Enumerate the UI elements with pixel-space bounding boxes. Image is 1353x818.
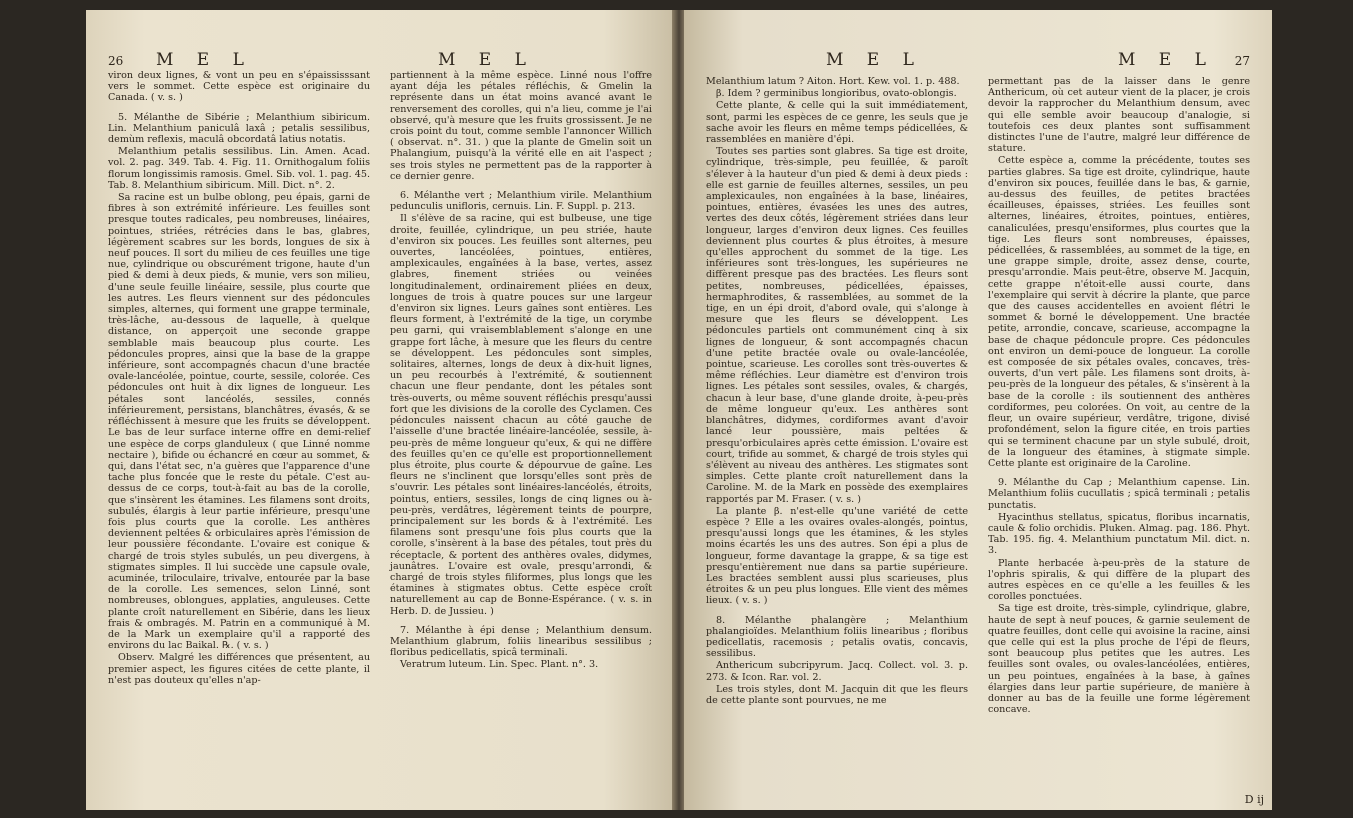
paragraph: Cette plante, & celle qui la suit immédiatement, sont, parmi les espèces de ce genre, les seuls que je sache avoir les fleurs en même temps pédicellées, & rassemblées en manière d'épi.	[706, 100, 968, 146]
left-page-column-2	[390, 70, 652, 672]
paragraph: 6. Mélanthe vert ; Melanthium virile. Melanthium pedunculis unifloris, cernuis. Lin. F. Suppl. p. 213.	[390, 190, 652, 213]
paragraph: Melanthium latum ? Aiton. Hort. Kew. vol. 1. p. 488.	[706, 76, 960, 87]
paragraph: Sa racine est un bulbe oblong, peu épais, garni de fibres à son extrémité inférieure. Les feuilles sont presque toutes radicales, peu nombreuses, linéaires, pointues, striées, rétrécies dans le bas, glabres, légèrement scabres sur les bords, longues de six à neuf pouces. Il sort du milieu de ces feuilles une tige nue, cylindrique ou obscurément trigone, haute d'un pied & demi à deux pieds, & munie, vers son milieu, d'une seule feuille linéaire, sessile, plus courte que les autres. Les fleurs viennent sur des pédoncules simples, alternes, qui forment une grappe terminale, très-lâche, au-dessous de laquelle, à quelque distance, on apperçoit une seconde grappe semblable mais beaucoup plus courte. Les pédoncules propres, ainsi que la base de la grappe inférieure, sont accompagnés chacun d'une bractée ovale-lancéolée, pointue, courte, sessile, colorée. Ces pédoncules ont huit à dix lignes de longueur. Les pétales sont lancéolés, sessiles, connés inférieurement, persistans, blanchâtres, évasés, & se réfléchissent à mesure que les fruits se développent. Le bas de leur surface interne offre en demi-relief une espèce de corps glanduleux ( que Linné nomme nectaire ), bifide ou échancré en cœur au sommet, & qui, dans l'état sec, n'a guères que l'apparence d'une tache plus foncée que le reste du pétale. C'est au-dessus de ce corps, tout-à-fait au bas de la corolle, que s'insèrent les étamines. Les filamens sont droits, subulés, élargis à leur partie inférieure, presqu'une fois plus courts que la corolle. Les anthères deviennent peltées & orbiculaires après l'émission de leur poussière fécondante. L'ovaire est conique & chargé de trois styles subulés, un peu divergens, à stigmates simples. Il lui succède une capsule ovale, acuminée, triloculaire, trivalve, entourée par la base de la corolle. Les semences, selon Linné, sont nombreuses, oblongues, applaties, anguleuses. Cette plante croît naturellement en Sibérie, dans les lieux frais & ombragés. M. Patrin en a communiqué à M. de la Mark un exemplaire qu'il a rapporté des environs du lac Baikal. ℞. ( v. s. )	[108, 192, 370, 652]
right-page-column-2	[988, 76, 1250, 716]
page-number: 26	[108, 54, 124, 68]
header-word: M E L	[438, 50, 535, 70]
paragraph: Veratrum luteum. Lin. Spec. Plant. n°. 3.	[400, 659, 599, 671]
paragraph: Les trois styles, dont M. Jacquin dit que les fleurs de cette plante sont pourvues, ne me	[706, 683, 968, 706]
paragraph: 8. Mélanthe phalangère ; Melanthium phalangioïdes. Melanthium foliis linearibus ; floribus pedicellatis, racemosis ; petalis ovatis, concavis, sessilibus.	[706, 614, 968, 660]
paragraph: Toutes ses parties sont glabres. Sa tige est droite, cylindrique, très-simple, peu feuillée, & paroît s'élever à la hauteur d'un pied & demi à deux pieds : elle est garnie de feuilles alternes, sessiles, un peu amplexicaules, non engaînées à la base, linéaires, pointues, entières, évasées les unes des autres, vertes des deux côtés, légèrement striées dans leur longueur, larges d'environ deux lignes. Ces feuilles deviennent plus courtes & plus étroites, à mesure qu'elles approchent du sommet de la tige. Les inférieures sont très-longues, les supérieures ne diffèrent presque pas des bractées. Les fleurs sont petites, nombreuses, pédicellées, épaisses, hermaphrodites, & rassemblées, au sommet de la tige, en un épi droit, d'abord ovale, qui s'alonge à mesure que les fleurs se développent. Les pédoncules partiels ont communément cinq à six lignes de longueur, & sont accompagnés chacun d'une petite bractée ovale ou ovale-lancéolée, pointue, scarieuse. Les corolles sont très-ouvertes & même réfléchies. Leur diamètre est d'environ trois lignes. Les pétales sont sessiles, ovales, & chargés, chacun à leur base, d'une glande droite, à-peu-près de même longueur qu'eux. Les anthères sont blanchâtres, didymes, cordiformes avant d'avoir lancé leur poussière, mais peltées & presqu'orbiculaires après cette émission. L'ovaire est court, trifide au sommet, & chargé de trois styles qui s'élèvent au niveau des anthères. Les stigmates sont simples. Cette plante croît naturellement dans la Caroline. M. de la Mark en possède des exemplaires rapportés par M. Fraser. ( v. s. )	[706, 146, 968, 505]
paragraph: Melanthium petalis sessilibus. Lin. Amen. Acad. vol. 2. pag. 349. Tab. 4. Fig. 11. Ornithogalum foliis florum longissimis ramosis. Gmel. Sib. vol. 1. pag. 45. Tab. 8. Melanthium sibiricum. Mill. Dict. n°. 2.	[108, 146, 370, 191]
paragraph: permettant pas de la laisser dans le genre Anthericum, où cet auteur vient de la placer, je crois devoir la rapprocher du Melanthium densum, avec qui elle semble avoir beaucoup d'analogie, si toutefois ces deux plantes sont suffisamment distinctes l'une de l'autre, malgré leur différence de stature.	[988, 76, 1250, 155]
paragraph: partiennent à la même espèce. Linné nous l'offre ayant déja les pétales réfléchis, & Gmelin la représente dans un état moins avancé avant le renversement des corolles, qui n'a lieu, comme je l'ai observé, qu'à mesure que les fruits grossissent. Je ne crois point du tout, comme semble l'annoncer Willich ( observat. n°. 31. ) que la plante de Gmelin soit un Phalangium, puisqu'à la vérité elle en ait l'aspect ; ses trois styles ne permettent pas de la rapporter à ce dernier genre.	[390, 70, 652, 182]
paragraph: Il s'élève de sa racine, qui est bulbeuse, une tige droite, feuillée, cylindrique, un peu striée, haute d'environ six pouces. Les feuilles sont alternes, peu ouvertes, lancéolées, pointues, entières, amplexicaules, engaînées à la base, vertes, assez glabres, finement striées ou veinées longitudinalement, ordinairement pliées en deux, longues de trois à quatre pouces sur une largeur d'environ six lignes. Leurs gaînes sont entières. Les fleurs forment, à l'extrémité de la tige, un corymbe peu garni, qui vraisemblablement s'alonge en une grappe fort lâche, à mesure que les fleurs du centre se développent. Les pédoncules sont simples, solitaires, alternes, longs de deux à dix-huit lignes, un peu recourbés à l'extrémité, & soutiennent chacun une fleur pendante, dont les pétales sont très-ouverts, ou même souvent réfléchis presqu'aussi fort que les divisions de la corolle des Cyclamen. Ces pédoncules naissent chacun au côté gauche de l'aisselle d'une bractée linéaire-lancéolée, sessile, à-peu-près de même longueur qu'eux, & qui ne diffère des feuilles qu'en ce qu'elle est proportionnellement plus étroite, plus courte & dépourvue de gaîne. Les fleurs ne s'inclinent que lorsqu'elles sont près de s'ouvrir. Les pétales sont linéaires-lancéolés, étroits, pointus, entiers, sessiles, longs de cinq lignes ou à-peu-près, verdâtres, légèrement teints de pourpre, principalement sur les bords & à l'extrémité. Les filamens sont presqu'une fois plus courts que la corolle, s'insèrent à la base des pétales, tout près du réceptacle, & portent des anthères ovales, didymes, jaunâtres. L'ovaire est ovale, presqu'arrondi, & chargé de trois styles filiformes, plus longs que les étamines à stigmates obtus. Cette espèce croît naturellement au cap de Bonne-Espérance. ( v. s. in Herb. D. de Jussieu. )	[390, 213, 652, 617]
header-word: M E L	[156, 50, 253, 70]
open-book	[86, 10, 1272, 810]
paragraph: 7. Mélanthe à épi dense ; Melanthium densum. Melanthium glabrum, foliis linearibus sessilibus ; floribus pedicellatis, spicâ terminali.	[390, 624, 652, 659]
signature-mark: D ij	[1244, 793, 1264, 806]
paragraph: Cette espèce a, comme la précédente, toutes ses parties glabres. Sa tige est droite, cylindrique, haute d'environ six pouces, feuillée dans le bas, & garnie, au-dessus des feuilles, de petites bractées écailleuses, épaisses, striées. Les feuilles sont alternes, linéaires, étroites, pointues, entières, canaliculées, presqu'ensiformes, plus courtes que la tige. Les fleurs sont nombreuses, épaisses, pédicellées, & rassemblées, au sommet de la tige, en une grappe simple, droite, assez dense, courte, presqu'arrondie. Mais peut-être, observe M. Jacquin, cette grappe n'étoit-elle aussi courte, dans l'exemplaire qui servit à décrire la plante, que parce que des causes accidentelles en avoient flétri le sommet & borné le développement. Une bractée petite, arrondie, concave, scarieuse, accompagne la base de chaque pédoncule propre. Ces pédoncules ont environ un demi-pouce de longueur. La corolle est composée de six pétales ovales, concaves, très-ouverts, d'un vert pâle. Les filamens sont droits, à-peu-près de la longueur des pétales, & s'insèrent à la base de la corolle : ils soutiennent des anthères cordiformes, peu colorées. On voit, au centre de la fleur, un ovaire supérieur, verdâtre, trigone, divisé profondément, selon la figure citée, en trois parties qui se terminent chacune par un style subulé, droit, de la longueur des étamines, à stigmate simple. Cette plante est originaire de la Caroline.	[988, 155, 1250, 469]
paragraph: 9. Mélanthe du Cap ; Melanthium capense. Lin. Melanthium foliis cucullatis ; spicâ terminali ; petalis punctatis.	[988, 477, 1250, 511]
paragraph: Plante herbacée à-peu-près de la stature de l'ophris spiralis, & qui diffère de la plupart des autres espèces en ce qu'elle a les feuilles & les corolles ponctuées.	[988, 557, 1250, 603]
header-word: M E L	[826, 50, 923, 70]
paragraph: viron deux lignes, & vont un peu en s'épaississsant vers le sommet. Cette espèce est originaire du Canada. ( v. s. )	[108, 70, 370, 104]
header-word: M E L	[1118, 50, 1215, 70]
paragraph: Sa tige est droite, très-simple, cylindrique, glabre, haute de sept à neuf pouces, & garnie seulement de quatre feuilles, dont celle qui avoisine la racine, ainsi que celle qui est la plus proche de l'épi de fleurs, sont beaucoup plus petites que les autres. Les feuilles sont ovales, ou ovales-lancéolées, entières, un peu pointues, engaînées à la base, à gaînes élargies dans leur partie supérieure, de manière à donner au bas de la feuille une forme légèrement concave.	[988, 603, 1250, 716]
right-page	[684, 10, 1272, 810]
paragraph: Hyacinthus stellatus, spicatus, floribus incarnatis, caule & folio orchidis. Pluken. Almag. pag. 186. Phyt. Tab. 195. fig. 4. Melanthium punctatum Mil. dict. n. 3.	[988, 511, 1250, 557]
paragraph: La plante β. n'est-elle qu'une variété de cette espèce ? Elle a les ovaires ovales-alongés, pointus, presqu'aussi longs que les étamines, & les styles moins écartés les uns des autres. Son épi a plus de longueur, forme davantage la grappe, & sa tige est presqu'entièrement nue dans sa partie supérieure. Les bractées semblent aussi plus scarieuses, plus étroites & un peu plus longues. Elle vient des mêmes lieux. ( v. s. )	[706, 505, 968, 607]
paragraph: β. Idem ? germinibus longioribus, ovato-oblongis.	[716, 88, 957, 100]
page-number: 27	[1234, 54, 1250, 68]
right-page-column-1	[706, 76, 968, 707]
paragraph: Observ. Malgré les différences que présentent, au premier aspect, les figures citées de cette plante, il n'est pas douteux qu'elles n'ap-	[108, 652, 370, 686]
left-page-column-1	[108, 70, 370, 687]
left-page	[86, 10, 674, 810]
paragraph: 5. Mélanthe de Sibérie ; Melanthium sibiricum. Lin. Melanthium paniculâ laxâ ; petalis sessilibus, demùm reflexis, maculâ obcordatâ latius notatis.	[108, 111, 370, 146]
paragraph: Anthericum subcripyrum. Jacq. Collect. vol. 3. p. 273. & Icon. Rar. vol. 2.	[706, 660, 968, 683]
